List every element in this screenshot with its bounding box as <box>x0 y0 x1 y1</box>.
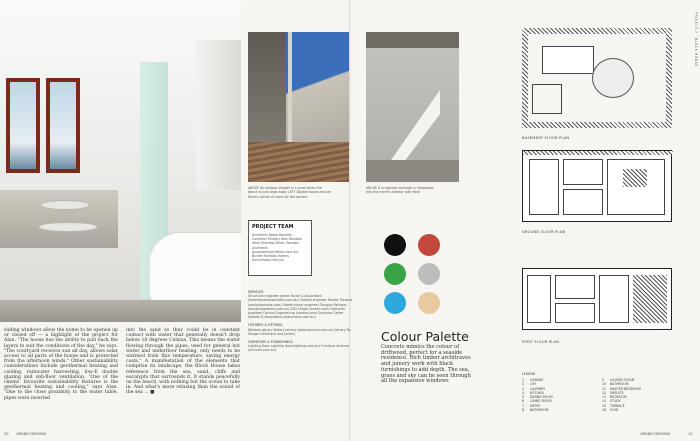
plan-room <box>555 303 595 323</box>
folio-left-number: 20 <box>4 432 9 436</box>
legend-item: 2 LIFT <box>522 382 537 387</box>
credits-furniture-text: Lighting Town Lighting (townlighting.com.au) Furniture Arclinea (arclinea.com.au) <box>248 344 350 353</box>
legend-item: 8 BATHROOM <box>522 408 549 413</box>
credits-furniture-head: FURNITURE & FURNISHINGS <box>248 340 293 345</box>
plan-wall <box>522 122 672 128</box>
ground-floor-plan <box>522 150 672 222</box>
plan-room <box>542 46 594 74</box>
credits-fixtures-head: FIXTURES & FITTINGS <box>248 323 283 328</box>
swatch-blue <box>384 292 406 314</box>
legend-title: LEGEND <box>522 372 536 376</box>
swatch-red <box>418 234 440 256</box>
window-right <box>46 78 80 173</box>
legend-item: 4 KITCHEN <box>522 390 544 395</box>
stair-flight <box>384 90 440 170</box>
swatch-black <box>384 234 406 256</box>
legend-item: 10 BATHROOM <box>602 382 629 387</box>
sculptural-staircase-photo <box>366 32 459 182</box>
folio-right-magazine: GRAND DESIGNS <box>640 432 671 436</box>
legend-item: 7 ENTRY <box>522 403 541 408</box>
legend-item: 15 TERRACE <box>602 403 625 408</box>
caption-staircase: ABOVE A sculptural staircase is integrated into the home's interior with ease <box>366 186 434 195</box>
plan-wall <box>666 28 672 128</box>
swatch-sand <box>418 292 440 314</box>
credits <box>248 286 356 353</box>
stair-floor <box>366 160 459 182</box>
plan-room <box>563 159 603 185</box>
wall-edge <box>288 32 292 142</box>
plan-legend <box>522 372 682 413</box>
legend-item: 5 DINING ROOM <box>522 395 553 400</box>
first-plan-label: FIRST FLOOR PLAN <box>522 340 560 344</box>
colour-palette-title: Colour Palette <box>381 329 469 344</box>
plan-wall <box>522 28 672 34</box>
project-team-text: Architects Bodie Randals, Cosmhan Murphy Alex Randals; Irene Sheridan-Bilen; Randals Architects (gsrandalsarchitects.com.au) Builder Randals Homes (bmrandals.com.au) <box>252 233 303 263</box>
ceiling-beam <box>366 32 459 48</box>
credits-services-text: Structural engineer James Taylor & Associates (jamestaylorassociates.com.au) Coastal engineer Worley Parsons (worleyparsons.com) Geotechnical engineer Douglas Partners (douglaspartners.com.au) ESD Lindall (lindall.com) Hydraulic engineer Cardno Engineering (cardno.com) Surveyor Carter Dowdle & Associates (cdasurveys.com.au) <box>248 294 353 320</box>
basin-lower <box>38 222 98 232</box>
plan-room <box>607 159 665 215</box>
swatch-grey <box>418 263 440 285</box>
page-spine <box>349 0 351 441</box>
timber-deck <box>248 142 349 182</box>
legend-item: 11 MASTER BEDROOM <box>602 386 641 391</box>
legend-left-col <box>522 378 592 412</box>
plan-turntable <box>592 58 634 98</box>
outdoor-stairs-photo <box>248 32 349 182</box>
credits-services-head: SERVICES <box>248 290 264 294</box>
plan-room <box>555 275 595 299</box>
section-tag: PROJECT 7 · BLOCK HOUSE <box>694 12 698 67</box>
legend-item: 9 LOUNGE ROOM <box>602 378 635 382</box>
legend-item: 13 BEDROOM <box>602 395 627 400</box>
project-team-box <box>248 220 312 276</box>
bathroom-photo <box>0 0 241 322</box>
basement-plan-label: BASEMENT FLOOR PLAN <box>522 136 570 140</box>
folio-right-number: 12 <box>688 432 693 436</box>
legend-item: 1 GARAGE <box>522 378 544 382</box>
colour-palette-text: Concrete mimics the colour of driftwood, perfect for a seaside residence. Rich timber architraves and joinery work with black furnishings to add depth. The sea, grass and sky can be seen through all the expansive windows <box>381 344 471 385</box>
window-left <box>6 78 40 173</box>
body-column-2: into the sand so they could be in constant contact with water that generally doesn't drop below 18 degrees Celsius. This means the water flowing through the pipes, used for general hot water and underfloor heating, only needs to be warmed from this temperature, saving energy costs." A manifestation of the elements that comprise its landscape, the Block House takes reference from the sea, sand, cliffs and eucalypts that surrounds it. It stands peacefully on the beach, with nothing but the ocean to take in. And what's more relaxing than the sound of the sea ... ■ <box>126 328 240 396</box>
first-floor-plan <box>522 268 672 330</box>
bathtub <box>150 232 241 304</box>
plan-wall <box>522 28 528 128</box>
caption-outdoor-shower: ABOVE An outdoor shower is a must when the beach is just steps away LEFT Double basins ensure there's plenty of room for the owners <box>248 186 332 199</box>
plan-wall <box>523 151 673 155</box>
bathroom-floor <box>0 300 241 322</box>
credits-fixtures-text: Window joinery Bakers Joinery (bakersjoinery.com.au) Joinery By Design's Kitchens and Joinery <box>248 327 351 336</box>
basin-upper <box>40 200 90 210</box>
plan-room <box>532 84 562 114</box>
plan-room <box>563 189 603 215</box>
legend-item: 6 LIVING ROOM <box>522 399 552 404</box>
wall-panel <box>196 40 241 190</box>
plan-room <box>529 159 559 215</box>
body-column-1: sliding windows allow the home to be opened up or closed off — a highlight of the project for Alan. "The house has the ability to pull back the layers to suit the conditions of the day," he says. "The courtyard receives sun all day, allows solar access to all parts of the house and is protected from the afternoon winds." Other sustainability considerations include geothermal heating and cooling, rainwater harvesting, low-E double glazing and sub-floor ventilation. "One of the clients' favourite sustainability features is the geothermal heating and cooling," says Alan. "Due to the close proximity to the water table, pipes were inserted <box>4 328 118 401</box>
folio-left-magazine: GRAND DESIGNS <box>16 432 47 436</box>
legend-item: 3 LAUNDRY <box>522 386 546 391</box>
vanity-counter <box>0 190 118 248</box>
swatch-green <box>384 263 406 285</box>
ground-plan-label: GROUND FLOOR PLAN <box>522 230 566 234</box>
project-team-title: PROJECT TEAM <box>252 224 294 230</box>
legend-item: 14 STUDY <box>602 399 621 404</box>
plan-furniture <box>623 169 647 187</box>
plan-terrace <box>633 275 667 323</box>
plan-room <box>527 275 551 323</box>
plan-room <box>599 275 629 323</box>
legend-item: 12 ENSUITE <box>602 390 624 395</box>
basement-floor-plan <box>522 28 672 128</box>
legend-item: 16 VOID <box>602 408 619 413</box>
legend-right-col <box>602 378 672 412</box>
